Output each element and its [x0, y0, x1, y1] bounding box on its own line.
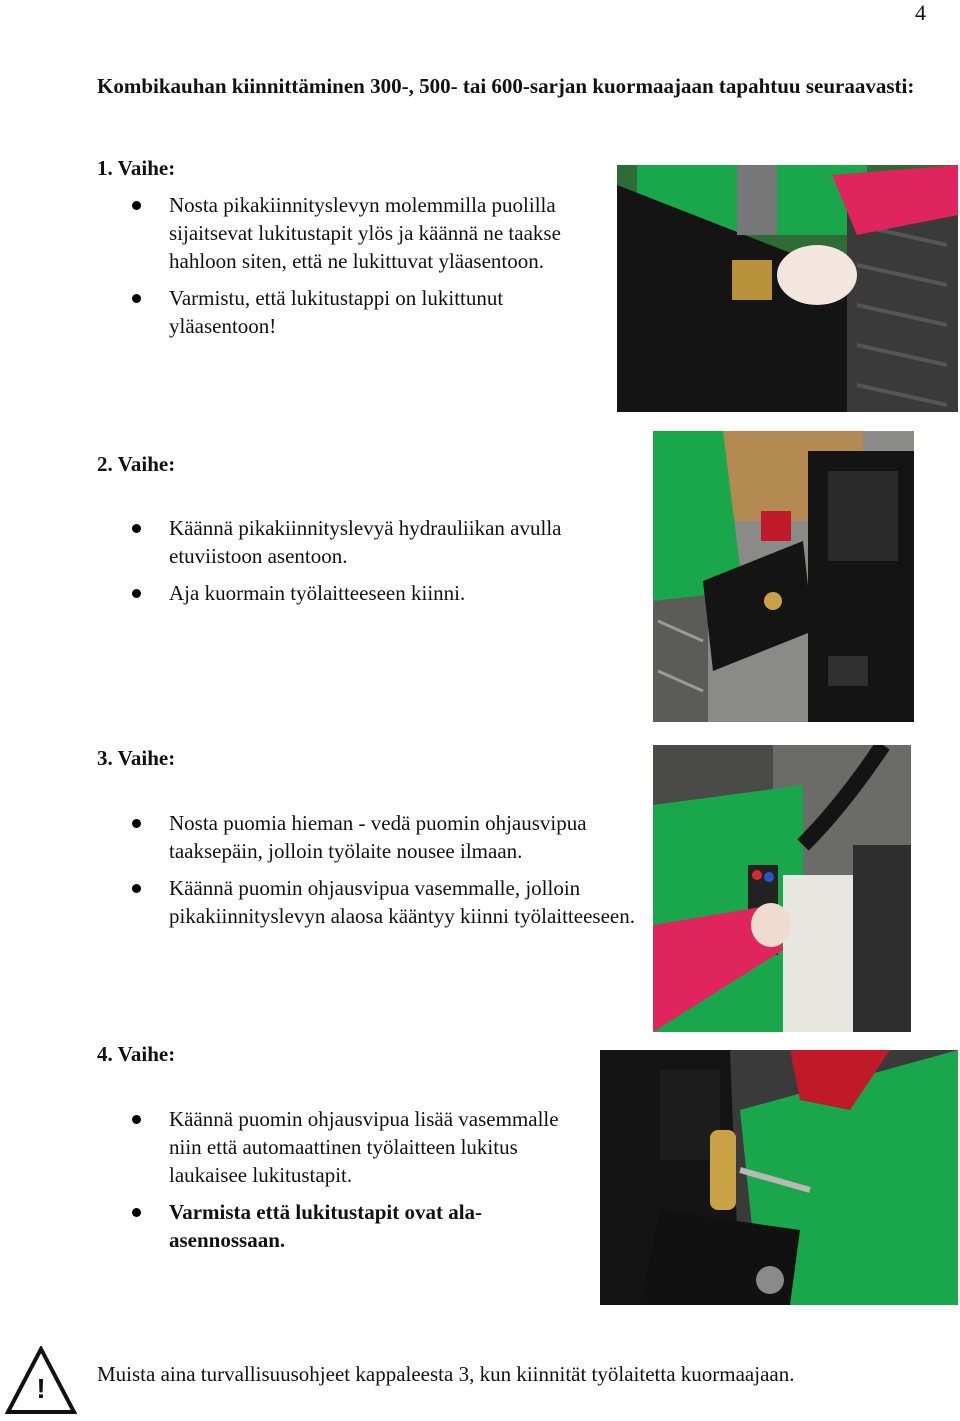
step-1-bullet-2: Varmistu, että lukitustappi on lukittunut yläasentoon!: [97, 284, 567, 340]
step-2-bullet-2: Aja kuormain työlaitteeseen kiinni.: [97, 579, 637, 607]
step-2-list: [97, 514, 637, 616]
warning-sign: [5, 1346, 77, 1421]
step-1-list: [97, 191, 567, 349]
step-3-list: [97, 809, 637, 939]
step-2-photo: [653, 431, 914, 722]
page-number: 4: [915, 0, 926, 25]
step-4-list: [97, 1105, 577, 1263]
safety-note: Muista aina turvallisuusohjeet kappaleesta 3, kun kiinnität työlaitetta kuormaajaan.: [97, 1362, 795, 1386]
intro-heading: Kombikauhan kiinnittäminen 300-, 500- tai 600-sarjan kuormaajaan tapahtuu seuraavasti:: [97, 74, 915, 98]
step-1-photo: [617, 165, 958, 412]
step-3-bullet-2: Käännä puomin ohjausvipua vasemmalle, jolloin pikakiinnityslevyn alaosa kääntyy kiinni työlaitteeseen.: [97, 874, 637, 930]
step-3-bullet-1: Nosta puomia hieman - vedä puomin ohjausvipua taaksepäin, jolloin työlaite nousee ilmaan.: [97, 809, 637, 865]
warning-exclamation-icon: !: [36, 1373, 46, 1404]
step-4-photo: [600, 1050, 958, 1305]
step-4-bullet-1: Käännä puomin ohjausvipua lisää vasemmalle niin että automaattinen työlaitteen lukitus laukaisee lukitustapit.: [97, 1105, 577, 1189]
step-1-bullet-1: Nosta pikakiinnityslevyn molemmilla puolilla sijaitsevat lukitustapit ylös ja käännä ne taakse hahloon siten, että ne lukittuvat yläasentoon.: [97, 191, 567, 275]
step-4-bullet-2: Varmista että lukitustapit ovat ala-asennossaan.: [97, 1198, 577, 1254]
step-3-photo: [653, 745, 911, 1032]
step-1-title: 1. Vaihe:: [97, 156, 176, 180]
step-4-title: 4. Vaihe:: [97, 1042, 176, 1066]
step-2-bullet-1: Käännä pikakiinnityslevyä hydrauliikan avulla etuviistoon asentoon.: [97, 514, 637, 570]
step-2-title: 2. Vaihe:: [97, 452, 176, 476]
step-3-title: 3. Vaihe:: [97, 746, 176, 770]
